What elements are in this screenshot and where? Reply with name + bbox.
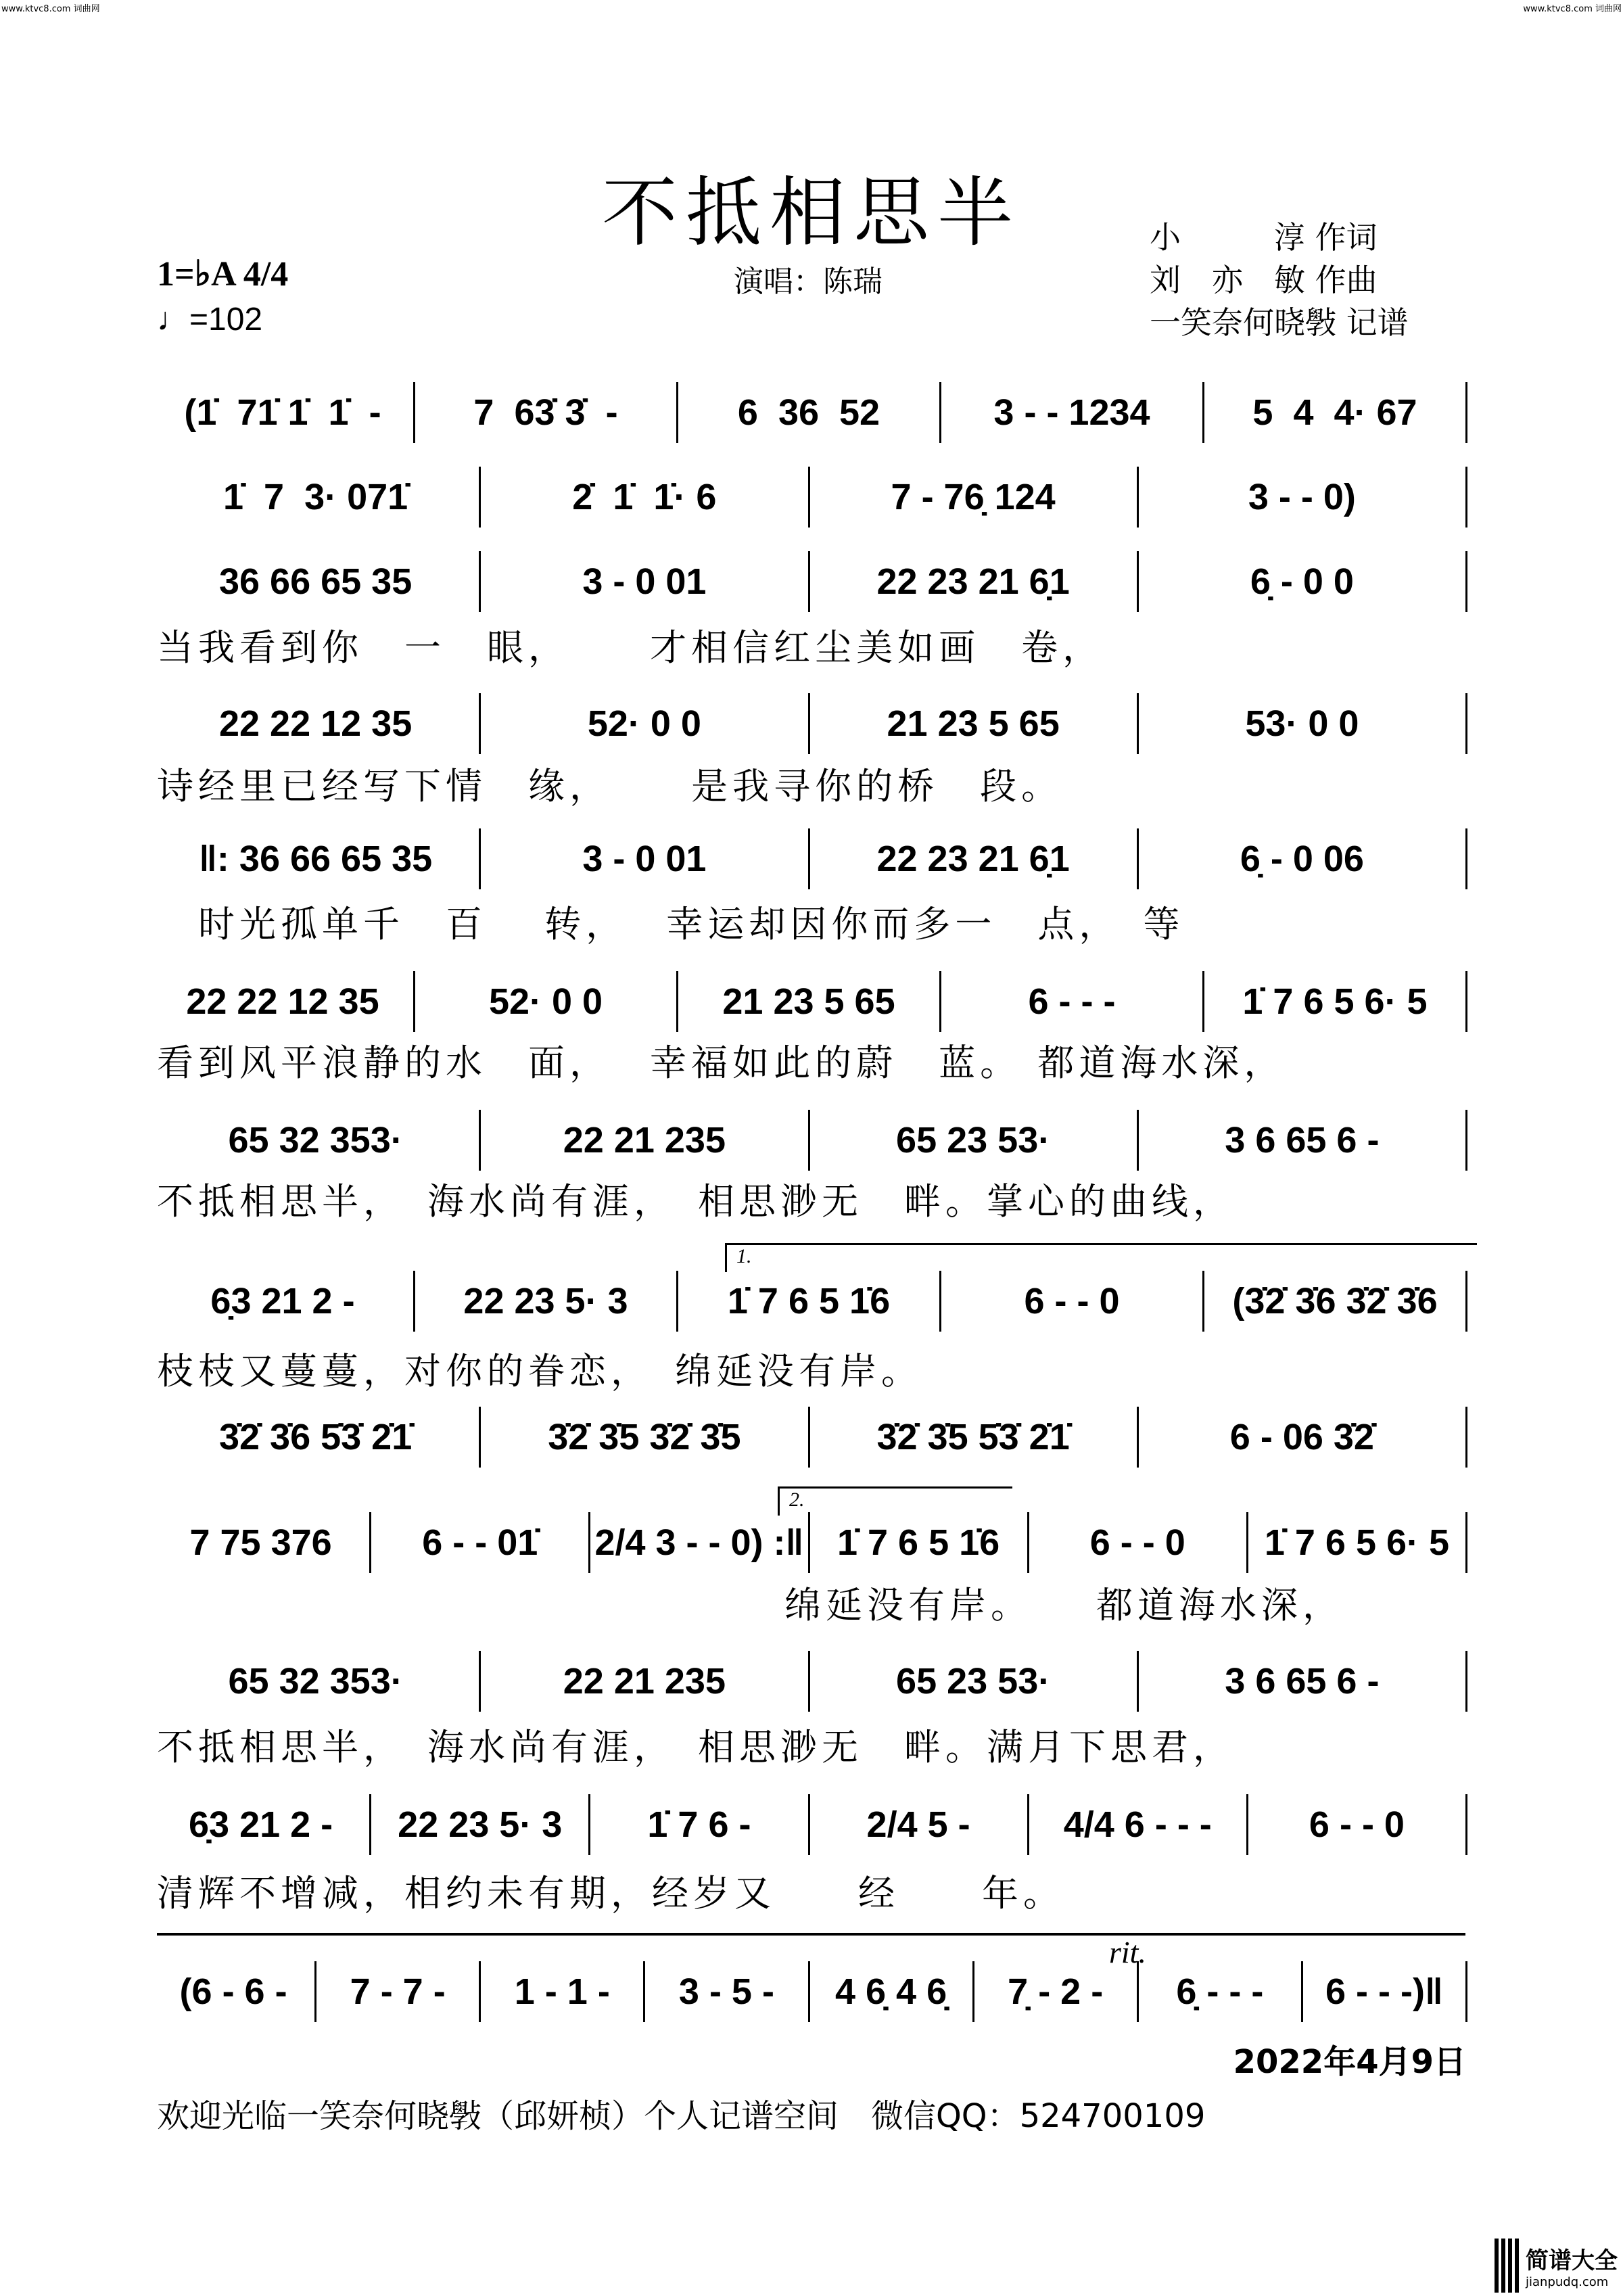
measure: 6̣ - 0 0 [1139,551,1467,612]
measure: 6 - 06 3̇2̇ [1139,1407,1467,1468]
measure: 52· 0 0 [481,693,809,754]
measure: 22 21 235 [481,1110,809,1171]
lyric-line: 时光孤单千 百 转， 幸运却因你而多一 点， 等 [157,903,1185,945]
lyricist-credit: 小 淳 作词 [1150,219,1378,256]
measure: 5 4 4· 67 [1204,382,1467,443]
lyric-line: 枝枝又蔓蔓，对你的眷恋， 绵延没有岸。 [157,1350,922,1392]
measure: 53· 0 0 [1139,693,1467,754]
lyric-line: 当我看到你 一 眼， 才相信红尘美如画 卷， [157,626,1104,669]
measure: 6 36 52 [678,382,941,443]
lyric-line: 不抵相思半， 海水尚有涯， 相思渺无 畔。满月下思君， [157,1726,1234,1768]
measure: 6 - - 0 [1248,1794,1467,1855]
tempo-marking: ♩=102 [157,302,263,337]
measure: 22 23 21 6̣1 [810,828,1139,889]
score-row [152,693,1467,754]
measure: 3 - 0 01 [481,551,809,612]
score-row [152,1407,1467,1468]
measure: 22 23 21 6̣1 [810,551,1139,612]
measure: 3 - 0 01 [481,828,809,889]
measure: 22 22 12 35 [152,971,415,1032]
measure: 52· 0 0 [415,971,678,1032]
transcriber-credit: 一笑奈何晓斅 记谱 [1150,304,1409,341]
watermark-left: www.ktvc8.com 词曲网 [1,4,100,14]
measure: 22 23 5· 3 [415,1271,678,1332]
measure: 22 23 5· 3 [371,1794,590,1855]
score-row [152,828,1467,889]
measure: 7 - 76̣ 124 [810,467,1139,528]
measure: 65 23 53· [810,1110,1139,1171]
measure: 4 6̣ 4 6̣ [810,1961,974,2022]
measure: 6 - - -)‖ [1303,1961,1467,2022]
score-row [152,1651,1467,1712]
measure: (1̇ 71̇ 1̇ 1̇ - [152,382,415,443]
score-row [152,1110,1467,1171]
measure: 65 32 353· [152,1651,481,1712]
measure: 3 6 65 6 - [1139,1651,1467,1712]
lyric-line: 绵延没有岸。 都道海水深， [784,1584,1344,1626]
measure: 3 - - 0) [1139,467,1467,528]
measure: 21 23 5 65 [810,693,1139,754]
measure: 2̇ 1̇ 1̇· 6 [481,467,809,528]
measure: 22 21 235 [481,1651,809,1712]
measure: 7 63̇ 3̇ - [415,382,678,443]
measure: 6̣ - - - [1139,1961,1303,2022]
score-row [152,971,1467,1032]
lyric-line: 不抵相思半， 海水尚有涯， 相思渺无 畔。掌心的曲线， [157,1180,1234,1223]
composer-credit: 刘 亦 敏 作曲 [1150,262,1378,298]
score-row [152,382,1467,443]
singer-credit: 演唱：陈瑞 [734,264,883,299]
measure: 36 66 65 35 [152,551,481,612]
measure: 6 - - 01̇ [371,1512,590,1573]
measure: 65 32 353· [152,1110,481,1171]
measure: 6̣ - 0 06 [1139,828,1467,889]
song-title: 不抵相思半 [602,169,1021,257]
date: 2022年4月9日 [1233,2043,1466,2081]
lyric-line: 诗经里已经写下情 缘， 是我寻你的桥 段。 [157,765,1063,807]
ritardando-marking: rit. [1109,1935,1146,1969]
measure: 6̣3 21 2 - [152,1794,371,1855]
measure: 1̇ 7 6 5 6· 5 [1248,1512,1467,1573]
measure: 1̇ 7 6 5 6· 5 [1204,971,1467,1032]
measure: 3 - - 1234 [941,382,1204,443]
watermark-right: www.ktvc8.com 词曲网 [1523,4,1622,14]
score-row [152,1271,1467,1332]
measure: 22 22 12 35 [152,693,481,754]
measure: 65 23 53· [810,1651,1139,1712]
score-row [152,1961,1467,2022]
measure: ‖: 36 66 65 35 [152,828,481,889]
volta-1: 1. [725,1243,1477,1272]
score-row [152,1794,1467,1855]
measure: 2/4 5 - [810,1794,1029,1855]
measure: 6 - - - [941,971,1204,1032]
measure: 7 - 7 - [316,1961,481,2022]
measure: 6̣3 21 2 - [152,1271,415,1332]
piano-keys-icon [1495,2239,1522,2293]
measure: 7̣ - 2 - [974,1961,1139,2022]
measure: 1̇ 7 6 5 1̇6 [678,1271,941,1332]
lyric-line: 清辉不增减，相约未有期，经岁又 经 年。 [157,1872,1064,1915]
measure: 1̇ 7 6 5 1̇6 [810,1512,1029,1573]
measure: 6 - - 0 [1029,1512,1248,1573]
measure: 1 - 1 - [481,1961,645,2022]
volta-2: 2. [778,1486,1012,1516]
measure: 7 75 376 [152,1512,371,1573]
measure: (3̇2̇ 3̇6 3̇2̇ 3̇6 [1204,1271,1467,1332]
lyric-line: 看到风平浪静的水 面， 幸福如此的蔚 蓝。 都道海水深， [157,1041,1286,1084]
measure: 1̇ 7 6 - [590,1794,809,1855]
site-logo [1495,2235,1623,2296]
measure: (6 - 6 - [152,1961,316,2022]
measure: 3̇2̇ 3̇6 5̇3̇ 2̇1̇ [152,1407,481,1468]
measure: 3 6 65 6 - [1139,1110,1467,1171]
measure: 3̇2̇ 3̇5 3̇2̇ 3̇5 [481,1407,809,1468]
score-row [152,551,1467,612]
measure: 3̇2̇ 3̇5 5̇3̇ 2̇1̇ [810,1407,1139,1468]
key-signature: 1=♭A 4/4 [157,255,289,294]
coda-line [157,1933,1465,1936]
logo-text: 简谱大全 [1526,2247,1618,2274]
score-row [152,1512,1467,1573]
measure: 1̇ 7 3· 071̇ [152,467,481,528]
measure: 21 23 5 65 [678,971,941,1032]
score-row [152,467,1467,528]
measure: 3 - 5 - [645,1961,809,2022]
footer-note: 欢迎光临一笑奈何晓斅（邱妍桢）个人记谱空间 微信QQ：524700109 [157,2097,1206,2135]
measure: 4/4 6 - - - [1029,1794,1248,1855]
measure: 6 - - 0 [941,1271,1204,1332]
measure: 2/4 3 - - 0) :‖ [590,1512,809,1573]
logo-url: jianpudq.com [1526,2275,1609,2289]
